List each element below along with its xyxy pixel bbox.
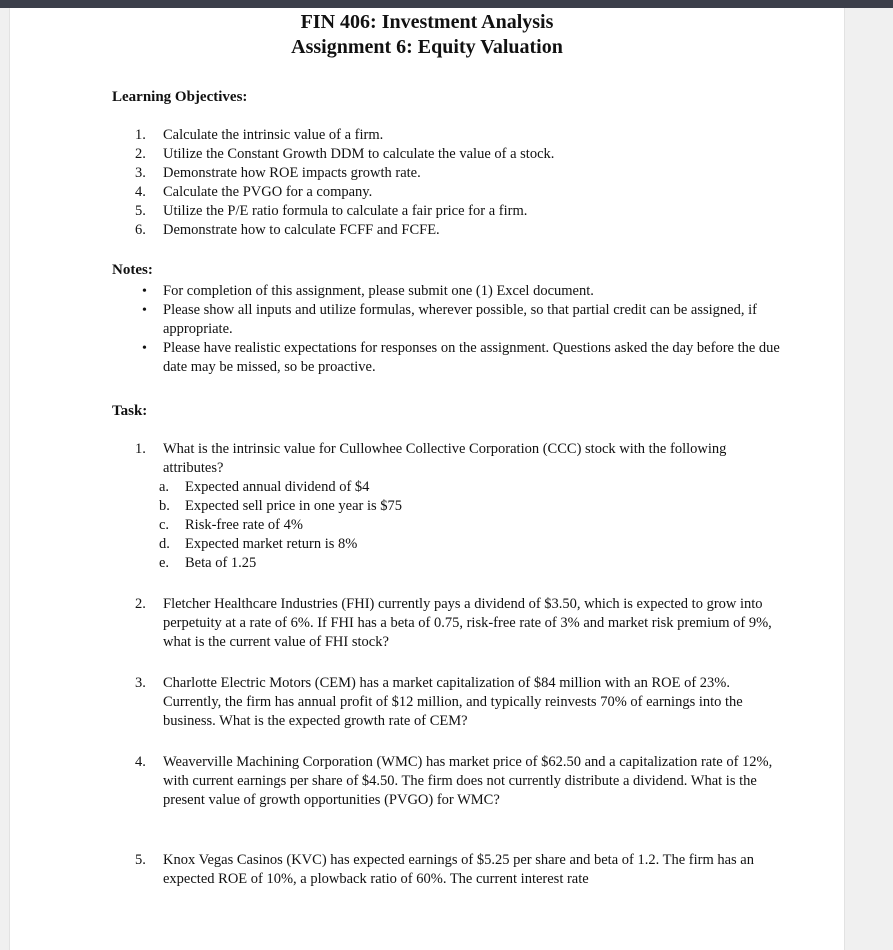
bullet-icon: • [142,341,147,356]
learning-objectives-heading: Learning Objectives: [112,89,248,105]
viewer-top-bar [0,0,893,8]
objective-item: 6. Demonstrate how to calculate FCFF and FCFE. [135,222,440,238]
task-question-1: 1. What is the intrinsic value for Cullowhee Collective Corporation (CCC) stock with the following attributes? a. Expected annual dividend of $4 b. Expected sell price in one year is $75 c. Risk-free rate of 4% d. Expected market return is 8% e. Beta of 1.25 [135,440,775,573]
objective-item: 2. Utilize the Constant Growth DDM to calculate the value of a stock. [135,146,555,162]
title-block [10,10,844,60]
attribute-item: b. Expected sell price in one year is $75 [159,498,403,514]
attribute-item: a. Expected annual dividend of $4 [159,479,370,495]
task-heading: Task: [112,403,148,419]
task-question-2: 2. Fletcher Healthcare Industries (FHI) currently pays a dividend of $3.50, which is expected to grow into perpetuity at a rate of 6%. If FHI has a beta of 0.75, risk-free rate of 3% and market risk premium of 9%, what is the current value of FHI stock? [135,596,772,650]
bullet-icon: • [142,284,147,299]
document-page [9,8,845,950]
task-question-3: 3. Charlotte Electric Motors (CEM) has a market capitalization of $84 million with an ROE of 23%. Currently, the firm has annual profit of $12 million, and typically reinvests 70% of earnings into the business. What is the expected growth rate of CEM? [135,675,743,729]
attribute-item: e. Beta of 1.25 [159,555,257,571]
learning-objectives-list [135,126,775,240]
note-item: • For completion of this assignment, please submit one (1) Excel document. [142,283,594,299]
bullet-icon: • [142,303,147,318]
assignment-title: Assignment 6: Equity Valuation [291,36,563,58]
attribute-item: d. Expected market return is 8% [159,536,358,552]
course-title: FIN 406: Investment Analysis [300,11,554,33]
notes-heading: Notes: [112,262,153,278]
objective-item: 5. Utilize the P/E ratio formula to calculate a fair price for a firm. [135,203,528,219]
objective-item: 1. Calculate the intrinsic value of a firm. [135,127,384,143]
question-1-attributes [135,478,775,573]
note-item: • Please show all inputs and utilize formulas, wherever possible, so that partial credit can be assigned, if appropriate. [142,302,757,337]
task-question-4: 4. Weaverville Machining Corporation (WMC) has market price of $62.50 and a capitalization rate of 12%, with current earnings per share of $4.50. The firm does not currently distribute a dividend. What is the present value of growth opportunities (PVGO) for WMC? [135,754,773,808]
attribute-item: c. Risk-free rate of 4% [159,517,303,533]
objective-item: 4. Calculate the PVGO for a company. [135,184,373,200]
note-item: • Please have realistic expectations for responses on the assignment. Questions asked the day before the due date may be missed, so be proactive. [142,340,780,375]
notes-list [142,282,782,377]
task-question-5: 5. Knox Vegas Casinos (KVC) has expected earnings of $5.25 per share and beta of 1.2. The firm has an expected ROE of 10%, a plowback ratio of 60%. The current interest rate [135,852,754,887]
objective-item: 3. Demonstrate how ROE impacts growth rate. [135,165,421,181]
